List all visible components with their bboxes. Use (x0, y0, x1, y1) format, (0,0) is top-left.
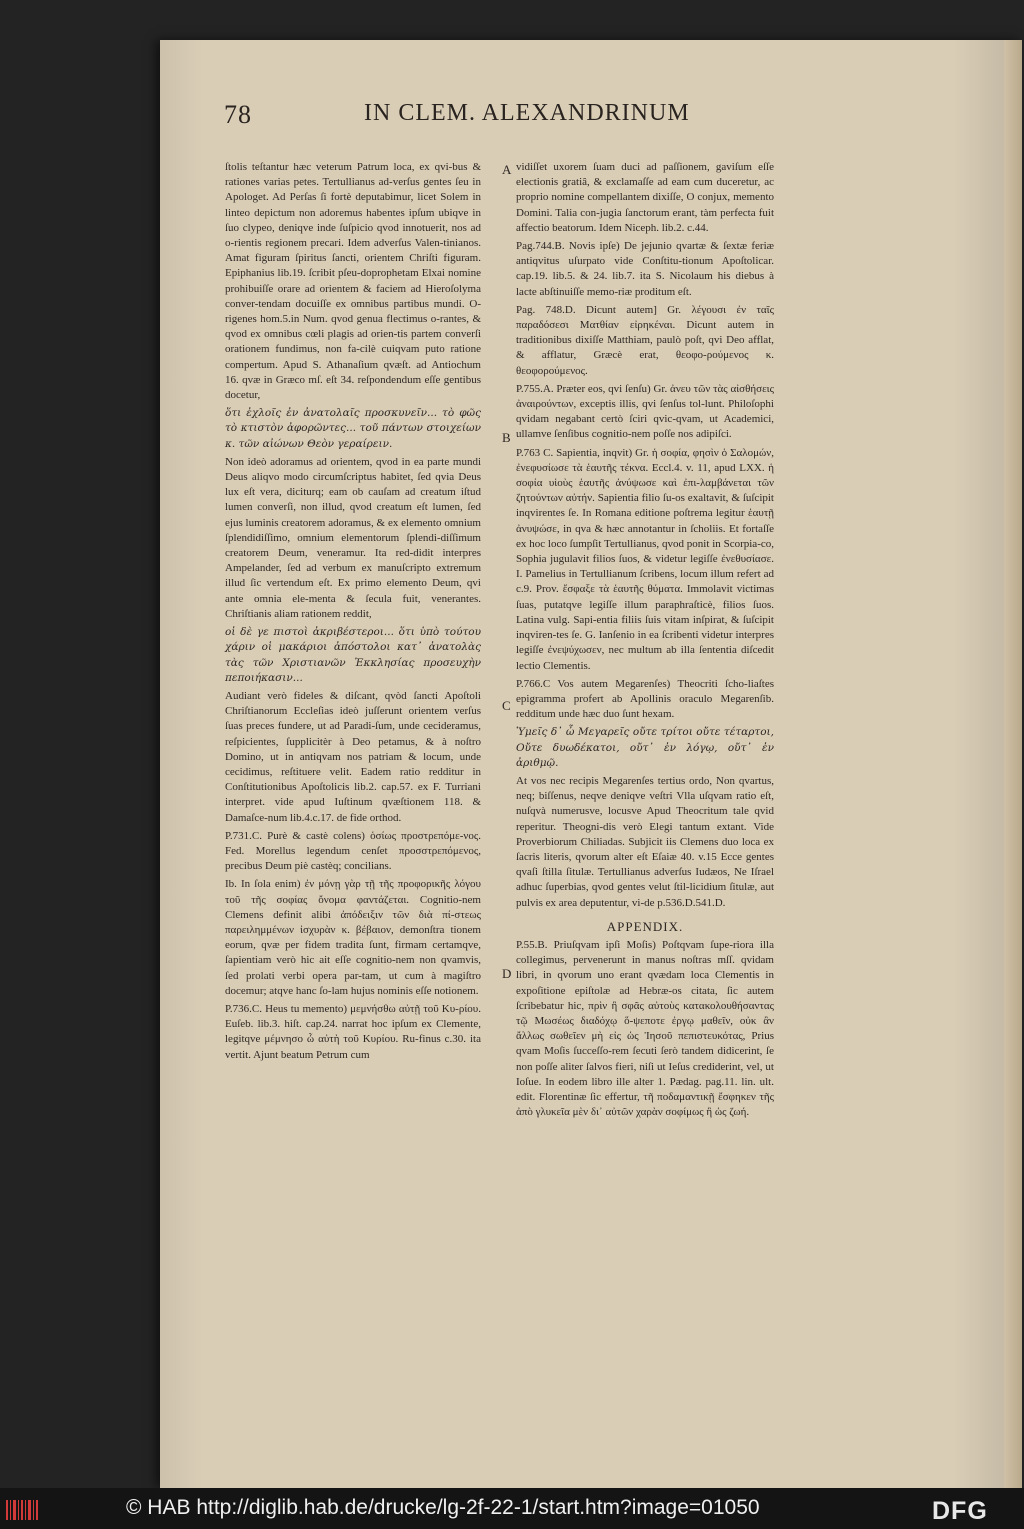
footer-bar (0, 1488, 1024, 1529)
left-paragraph: P.736.C. Heus tu memento) μεμνήσθω αὐτῇ τοῦ Κυ-ρίου. Euſeb. lib.3. hiſt. cap.24. narrat hoc ipſum ex Clemente, legitqve μέμνησο ὦ αὐτὴ τοῦ Κυρίου. Ru-finus c.30. ita vertit. Ajunt beatum Petrum cum (225, 1002, 481, 1061)
left-paragraph: ſtolis teſtantur hæc veterum Patrum loca, ex qvi-bus & rationes varias petes. Tertullianus ad-verſus gentes ſeu in Apologet. Ad Perſas ſi fortè deputabimur, licet Solem in linteo depictum non adoremus habentes ipſum ubiqve in ſuo clypeo, deniqve inde ſuſpicio qvod innotuerit, nos ad o-rientis regionem precari. Idem adverſus Valen-tinianos. Amat figuram ſpiritus ſancti, orientem Chriſti figuram. Epiphanius lib.19. ſcribit pſeu-doprophetam Elxai nomine prohibuiſſe orare ad orientem & faciem ad Hieroſolyma conver-tendam docuiſſe ex omnibus partibus mundi. O-rigenes hom.5.in Num. qvod genua flectimus o-rantes, & qvod ex omnibus cœli plagis ad orien-tis partem converſi orationem fundimus, non fa-cilè cuiqvam puto ratione compertum. Apud S. Athanaſium qvæſt. ad Antiochum 16. qvæ in Græco mſ. eſt 34. reſpondendum eſſe gentibus docetur, (225, 161, 481, 402)
left-paragraph: Ib. In ſola enim) ἐν μόνῃ γὰρ τῇ τῆς προφορικῆς λόγου τοῦ τῆς σοφίας ὄνομα φαντάζεται. Cognitio-nem Clemens definit alibi ἀπόδειξιν τῶν διὰ πί-στεως παρειλημμένων ἰσχυρὰν κ. βέβαιον, demonſtra tionem eorum, qvæ per fidem tradita ſunt, firmam certamqve, ſapientiam verò hic ait eſſe cognitio-nem non qvamvis, ſed prolati verbi opera par-tam, ut cum à magiſtro docemur; atqve hanc ſo-lam hujus nominis eſſe notionem. (225, 878, 481, 997)
right-paragraph: P.755.A. Præter eos, qvi ſenſu) Gr. ἀνευ τῶν τὰς αἰσθήσεις ἀναιρούντων, exceptis illis, qvi ſenſus tol-lunt. Philoſophi qvidam negabant certò ſciri qvic-qvam, ut Academici, ullamve ſenſibus cognitio-nem poſſe nos adipiſci. (516, 382, 774, 441)
appendix-text: P.55.B. Priuſqvam ipſi Moſis) Poſtqvam ſupe-riora illa collegimus, pervenerunt in manus noſtras mſſ. qvidam libri, in qvorum uno erant qvædam loca Clementis in expoſitione epiſtolæ ad Hebræ-os citata, ſic autem ſcribebatur hic, πρὶν ἢ σφᾶς αὐτοὺς κατακολουθήσαντας τῷ Μωσέως διαδόχῳ ὅ-ψεποτε ἐργῳ μαθεῖν, οὐκ ἂν ἄλλως σωθεῖεν μὴ εἰς ὡς Ἰησοῦ πεπιστευκότας, Prius qvam Moſis ſucceſſo-rem ſecuti ſerò tandem didicerint, ſe non poſſe aliter ſalvos fieri, niſi ut Ieſus crediderint, vel, ut Ioſue. In eodem libro ille alter 1. Pædag. pag.11. lin. ult. edit. Florentinæ ſic effertur, τῆ ποδαμαντικῇ ἔσφηκεν τῆς ἀπὸ γλυκεῖα μὲν δι᾽ αὐτῶν χαρὰν σοφίμως ἢ ὡς ζωή. (516, 938, 774, 1119)
right-paragraph: P.766.C Vos autem Megarenſes) Theocriti ſcho-liaſtes epigramma profert ab Apollinis oraculo Megarenſib. redditum unde hæc duo ſunt hexam. (516, 677, 774, 721)
left-paragraph: Audiant verò fideles & diſcant, qvòd ſancti Apoſtoli Chriſtianorum Eccleſias ideò juſſerunt orientem verſus ſuas preces fundere, ut ad Paradi-ſum, unde cecideramus, reſpicientes, ſupplicitèr à Deo petamus, & à noſtro Domino, ut in antiqvam nos patriam & locum, unde cecidimus, reſtituere velit. Eadem ratio redditur in Conſtitutionibus Apoſtolicis lib.2. cap.57. ex F. Turriani interpret. vide apud Iuſtinum qvæſtionem 118. & Damaſce-num lib.4.c.17. de fide orthod. (225, 689, 481, 824)
left-paragraph: P.731.C. Purè & castè colens) ὁσίως προστρεπόμε-νος. Fed. Morellus legendum cenſet προσστρεπόμενος, precibus Deum piè castèq; concilians. (225, 829, 481, 873)
margin-letter-a: A (502, 162, 512, 177)
left-text-column (225, 160, 481, 1066)
margin-letter-b: B (502, 430, 511, 445)
page-edge (1004, 40, 1022, 1488)
right-paragraph: At vos nec recipis Megarenſes tertius ordo, Non qvartus, neq; biſſenus, neqve deniqve veſtri Vlla uſqvam ratio eſt, nuſqvà numerusve, locusve Apud Theocritum tale qvid reperitur. Theogni-dis verò Elegi tantum extant. Vide Proverbiorum Chiliadas. Subjicit iis Clemens duo loca ex ſacris literis, qvorum alter eſt Eſaiæ 40. v.15 Ecce gentes qvaſi ſtilla ſitulæ. Tertullianus adverſus Iudæos, Ne Iſrael adhuc ſuperbias, qvod gentes velut ſtil-licidium ſitulæ, aut pulvis ex area deputentur, vi-de p.536.D.541.D. (516, 774, 774, 909)
left-paragraph: Non ideò adoramus ad orientem, qvod in ea parte mundi Deus aliqvo modo circumſcriptus habitet, ſed qvia Deus lux eſt vera, diciturq; eam ob cauſam ad creatum iſtud lumen converſi, non illud, qvod creatum eſt lumen, ſed ejus luminis creatorem adoramus, & ex elemento omnium ſplendidiſſimo, omnium elementorum ſplendi-diſſimum creatorem Deum, veneramur. Ita red-didit interpres Ampelander, ſed ad verbum ex manuſcripto extremum illud ſic vertendum eſt. Ex primo elemento Deum, qvi ante omnia ele-menta & ſecula fuit, venerantes. Chriſtianis aliam rationem reddit, (225, 455, 481, 620)
right-greek-verse: Ὑμεῖς δ᾽ ὦ Μεγαρεῖς οὔτε τρίτοι οὔτε τέταρτοι, Οὔτε δυωδέκατοι, οὔτ᾽ ἐν λόγῳ, οὔτ᾽ ἐν ἀριθμῷ. (516, 726, 774, 769)
right-paragraph: Pag. 748.D. Dicunt autem] Gr. λέγουσι ἐν ταῖς παραδόσεσι Ματθίαν εἰρηκέναι. Dicunt autem in traditionibus dixiſſe Matthiam, paulò poſt, qvi Deo afflat, & afflatur, Græcè erat, θεοφο-ρούμενος κ. θεοφορούμενος. (516, 303, 774, 377)
page-header (224, 100, 824, 140)
margin-letter-c: C (502, 698, 511, 713)
left-greek-quote: οἱ δὲ γε πιστοὶ ἀκριβέστεροι... ὅτι ὑπὸ τούτου χάριν οἱ μακάριοι ἀπόστολοι κατ᾽ ἀνατολὰς τὰς τῶν Χριστιανῶν Ἐκκλησίας προσευχὴν πεποιήκασιν... (225, 626, 481, 684)
margin-letter-d: D (502, 966, 512, 981)
left-greek-quote: ὅτι ἐχλοῖς ἐν ἀνατολαῖς προσκυνεῖν... τὸ φῶς τὸ κτιστὸν ἀφορῶντες... τοῦ πάντων στοιχείων κ. τῶν αἰώνων Θεὸν γεραίρειν. (225, 407, 481, 450)
right-paragraph: vidiſſet uxorem ſuam duci ad paſſionem, gaviſum eſſe electionis gratiâ, & exclamaſſe ad eam cum duceretur, ac proprio nomine compellantem dixiſſe, O conjux, memento Domini. Talia con-jugia ſanctorum erant, tàm perfecta fuit affectio beatorum. Idem Niceph. lib.2. c.44. (516, 161, 774, 234)
running-title: IN CLEM. ALEXANDRINUM (364, 100, 690, 126)
footer-copyright-url[interactable]: © HAB http://diglib.hab.de/drucke/lg-2f-22-1/start.htm?image=01050 (126, 1496, 760, 1519)
right-paragraph: P.763 C. Sapientia, inqvit) Gr. ἡ σοφία, φησὶν ὁ Σαλομών, ἐνεφυσίωσε τὰ ἑαυτῆς τέκνα. Eccl.4. v. 11, apud LXX. ἡ σοφία υἱοὺς ἑαυτῆς ἀνύψωσε καὶ ἐπι-λαμβάνεται τῶν ζητούντων αὐτήν. Sapientia filio ſu-os exaltavit, & ſuſcipit inqvirentes ſe. In Romana editione poſtrema legitur ἑαυτῇ ἀνυψώσε, in qva & hæc annotantur in ſcholiis. Et fortaſſe ex hoc loco ſumpſit Tertullianus, qvod ponit in Scorpia-co, Sophia jugulavit filios ſuos, & videtur legiſſe ἐνεθυσίασε. I. Pamelius in Tertullianum ſcribens, locum illum refert ad c.9. Prov. ἔσφαξε τὰ ἑαυτῆς θύματα. Immolavit victimas ſuas, putatqve legiſſe illum paraphraſticè, filios ſuos. Latina vulg. Sapi-entia filiis ſuis vitam inſpirat, & ſuſcipit inqviren-tes ſe. G. Ianſenio in ea ſcribenti videtur interpres legiſſe ἐνεψύχωσεν, nec multum ab illa ſententia diſcedit lectio Clementis. (516, 446, 774, 672)
barcode-icon (6, 1500, 40, 1520)
dfg-logo: DFG (932, 1497, 988, 1525)
right-text-column (516, 160, 774, 1123)
appendix-heading: APPENDIX. (606, 918, 684, 934)
page-number: 78 (224, 100, 252, 129)
right-paragraph: Pag.744.B. Novis ipſe) De jejunio qvartæ & ſextæ feriæ antiqvitus uſurpato vide Conſtitu-tionum Apoſtolicar. cap.19. lib.5. & 24. lib.7. ita S. Nicolaum his diebus à lacte abſtinuiſſe memo-riæ proditum eſt. (516, 240, 774, 298)
